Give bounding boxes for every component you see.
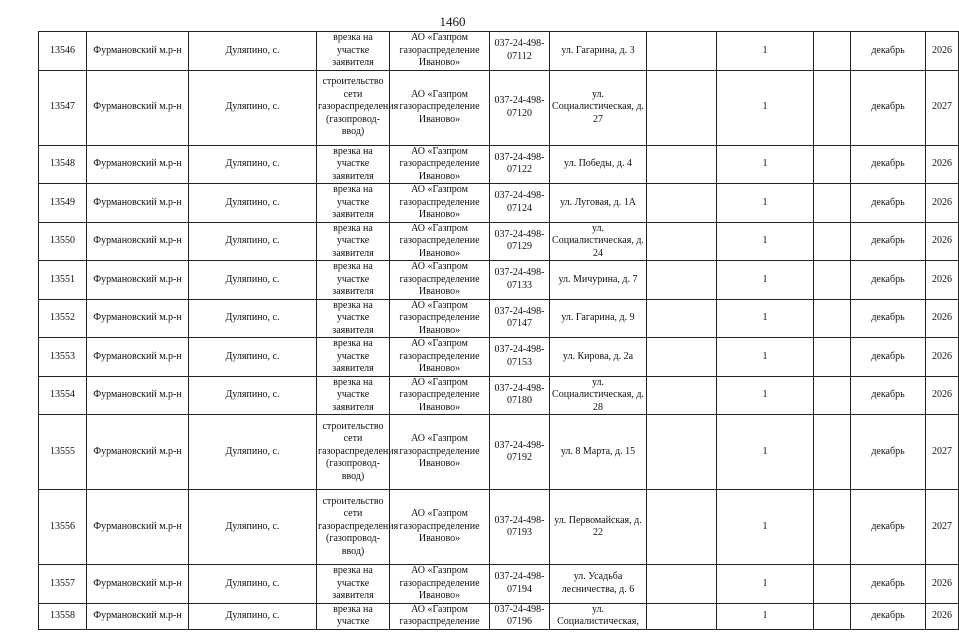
month-cell: декабрь xyxy=(851,32,926,71)
table-row xyxy=(39,222,959,261)
locality-cell: Дуляпино, с. xyxy=(189,70,317,145)
year-cell: 2026 xyxy=(926,376,959,415)
quantity-cell: 1 xyxy=(717,338,814,377)
organization-cell: АО «Газпром газораспределение Иваново» xyxy=(390,261,490,300)
locality-cell: Дуляпино, с. xyxy=(189,145,317,184)
empty-cell xyxy=(814,490,851,565)
year-cell: 2026 xyxy=(926,603,959,629)
locality-cell: Дуляпино, с. xyxy=(189,565,317,604)
code-cell: 037-24-498-07112 xyxy=(490,32,550,71)
month-cell: декабрь xyxy=(851,490,926,565)
locality-cell: Дуляпино, с. xyxy=(189,603,317,629)
address-cell: ул. Социалистическая, xyxy=(550,603,647,629)
page-number: 1460 xyxy=(439,14,466,29)
month-cell: декабрь xyxy=(851,376,926,415)
address-cell: ул. Усадьба лесничества, д. 6 xyxy=(550,565,647,604)
data-table xyxy=(38,31,959,630)
locality-cell: Дуляпино, с. xyxy=(189,415,317,490)
district-cell: Фурмановский м.р-н xyxy=(87,490,189,565)
locality-cell: Дуляпино, с. xyxy=(189,184,317,223)
year-cell: 2027 xyxy=(926,415,959,490)
year-cell: 2026 xyxy=(926,565,959,604)
month-cell: декабрь xyxy=(851,565,926,604)
quantity-cell: 1 xyxy=(717,222,814,261)
month-cell: декабрь xyxy=(851,70,926,145)
year-cell: 2026 xyxy=(926,145,959,184)
code-cell: 037-24-498-07153 xyxy=(490,338,550,377)
quantity-cell: 1 xyxy=(717,415,814,490)
row-number-cell: 13558 xyxy=(39,603,87,629)
month-cell: декабрь xyxy=(851,184,926,223)
address-cell: ул. Гагарина, д. 3 xyxy=(550,32,647,71)
work-type-cell: врезка на участке заявителя xyxy=(317,299,390,338)
quantity-cell: 1 xyxy=(717,299,814,338)
organization-cell: АО «Газпром газораспределение xyxy=(390,603,490,629)
code-cell: 037-24-498-07192 xyxy=(490,415,550,490)
work-type-cell: врезка на участке заявителя xyxy=(317,222,390,261)
district-cell: Фурмановский м.р-н xyxy=(87,415,189,490)
locality-cell: Дуляпино, с. xyxy=(189,490,317,565)
code-cell: 037-24-498-07122 xyxy=(490,145,550,184)
empty-cell xyxy=(647,261,717,300)
empty-cell xyxy=(647,299,717,338)
organization-cell: АО «Газпром газораспределение Иваново» xyxy=(390,222,490,261)
month-cell: декабрь xyxy=(851,261,926,300)
district-cell: Фурмановский м.р-н xyxy=(87,299,189,338)
work-type-cell: врезка на участке xyxy=(317,603,390,629)
year-cell: 2026 xyxy=(926,222,959,261)
address-cell: ул. Первомайская, д. 22 xyxy=(550,490,647,565)
empty-cell xyxy=(647,222,717,261)
empty-cell xyxy=(647,32,717,71)
empty-cell xyxy=(814,376,851,415)
district-cell: Фурмановский м.р-н xyxy=(87,261,189,300)
empty-cell xyxy=(647,184,717,223)
quantity-cell: 1 xyxy=(717,70,814,145)
table-row xyxy=(39,415,959,490)
code-cell: 037-24-498-07196 xyxy=(490,603,550,629)
locality-cell: Дуляпино, с. xyxy=(189,222,317,261)
quantity-cell: 1 xyxy=(717,603,814,629)
month-cell: декабрь xyxy=(851,299,926,338)
empty-cell xyxy=(647,415,717,490)
empty-cell xyxy=(814,70,851,145)
district-cell: Фурмановский м.р-н xyxy=(87,222,189,261)
year-cell: 2027 xyxy=(926,490,959,565)
empty-cell xyxy=(647,70,717,145)
locality-cell: Дуляпино, с. xyxy=(189,338,317,377)
organization-cell: АО «Газпром газораспределение Иваново» xyxy=(390,376,490,415)
address-cell: ул. Луговая, д. 1А xyxy=(550,184,647,223)
address-cell: ул. 8 Марта, д. 15 xyxy=(550,415,647,490)
table-row xyxy=(39,490,959,565)
address-cell: ул. Победы, д. 4 xyxy=(550,145,647,184)
row-number-cell: 13550 xyxy=(39,222,87,261)
code-cell: 037-24-498-07129 xyxy=(490,222,550,261)
district-cell: Фурмановский м.р-н xyxy=(87,565,189,604)
table-row xyxy=(39,70,959,145)
work-type-cell: врезка на участке заявителя xyxy=(317,145,390,184)
quantity-cell: 1 xyxy=(717,145,814,184)
table-row xyxy=(39,32,959,71)
locality-cell: Дуляпино, с. xyxy=(189,261,317,300)
empty-cell xyxy=(647,376,717,415)
code-cell: 037-24-498-07194 xyxy=(490,565,550,604)
address-cell: ул. Социалистическая, д. 27 xyxy=(550,70,647,145)
district-cell: Фурмановский м.р-н xyxy=(87,338,189,377)
address-cell: ул. Социалистическая, д. 24 xyxy=(550,222,647,261)
address-cell: ул. Гагарина, д. 9 xyxy=(550,299,647,338)
year-cell: 2026 xyxy=(926,338,959,377)
empty-cell xyxy=(814,261,851,300)
row-number-cell: 13549 xyxy=(39,184,87,223)
empty-cell xyxy=(814,603,851,629)
month-cell: декабрь xyxy=(851,603,926,629)
quantity-cell: 1 xyxy=(717,565,814,604)
empty-cell xyxy=(814,415,851,490)
row-number-cell: 13546 xyxy=(39,32,87,71)
year-cell: 2026 xyxy=(926,261,959,300)
work-type-cell: врезка на участке заявителя xyxy=(317,261,390,300)
table-row xyxy=(39,603,959,629)
row-number-cell: 13555 xyxy=(39,415,87,490)
code-cell: 037-24-498-07193 xyxy=(490,490,550,565)
empty-cell xyxy=(647,490,717,565)
year-cell: 2026 xyxy=(926,299,959,338)
empty-cell xyxy=(814,184,851,223)
row-number-cell: 13554 xyxy=(39,376,87,415)
district-cell: Фурмановский м.р-н xyxy=(87,376,189,415)
empty-cell xyxy=(814,565,851,604)
row-number-cell: 13547 xyxy=(39,70,87,145)
table-body xyxy=(39,32,959,630)
quantity-cell: 1 xyxy=(717,490,814,565)
code-cell: 037-24-498-07120 xyxy=(490,70,550,145)
work-type-cell: врезка на участке заявителя xyxy=(317,565,390,604)
quantity-cell: 1 xyxy=(717,32,814,71)
organization-cell: АО «Газпром газораспределение Иваново» xyxy=(390,415,490,490)
code-cell: 037-24-498-07147 xyxy=(490,299,550,338)
address-cell: ул. Кирова, д. 2а xyxy=(550,338,647,377)
empty-cell xyxy=(647,145,717,184)
table-row xyxy=(39,565,959,604)
month-cell: декабрь xyxy=(851,415,926,490)
table-row xyxy=(39,338,959,377)
month-cell: декабрь xyxy=(851,145,926,184)
code-cell: 037-24-498-07133 xyxy=(490,261,550,300)
table-row xyxy=(39,376,959,415)
locality-cell: Дуляпино, с. xyxy=(189,376,317,415)
empty-cell xyxy=(814,32,851,71)
organization-cell: АО «Газпром газораспределение Иваново» xyxy=(390,70,490,145)
district-cell: Фурмановский м.р-н xyxy=(87,145,189,184)
empty-cell xyxy=(647,565,717,604)
organization-cell: АО «Газпром газораспределение Иваново» xyxy=(390,145,490,184)
empty-cell xyxy=(814,299,851,338)
work-type-cell: врезка на участке заявителя xyxy=(317,32,390,71)
quantity-cell: 1 xyxy=(717,261,814,300)
address-cell: ул. Мичурина, д. 7 xyxy=(550,261,647,300)
district-cell: Фурмановский м.р-н xyxy=(87,70,189,145)
organization-cell: АО «Газпром газораспределение Иваново» xyxy=(390,184,490,223)
organization-cell: АО «Газпром газораспределение Иваново» xyxy=(390,32,490,71)
district-cell: Фурмановский м.р-н xyxy=(87,32,189,71)
locality-cell: Дуляпино, с. xyxy=(189,299,317,338)
address-cell: ул. Социалистическая, д. 28 xyxy=(550,376,647,415)
code-cell: 037-24-498-07180 xyxy=(490,376,550,415)
month-cell: декабрь xyxy=(851,222,926,261)
table-row xyxy=(39,145,959,184)
table-row xyxy=(39,184,959,223)
work-type-cell: строительство сети газораспределения (газопровод-ввод) xyxy=(317,490,390,565)
district-cell: Фурмановский м.р-н xyxy=(87,603,189,629)
empty-cell xyxy=(814,338,851,377)
row-number-cell: 13553 xyxy=(39,338,87,377)
row-number-cell: 13548 xyxy=(39,145,87,184)
month-cell: декабрь xyxy=(851,338,926,377)
table-row xyxy=(39,261,959,300)
year-cell: 2027 xyxy=(926,70,959,145)
district-cell: Фурмановский м.р-н xyxy=(87,184,189,223)
empty-cell xyxy=(814,145,851,184)
organization-cell: АО «Газпром газораспределение Иваново» xyxy=(390,490,490,565)
table-row xyxy=(39,299,959,338)
work-type-cell: врезка на участке заявителя xyxy=(317,338,390,377)
organization-cell: АО «Газпром газораспределение Иваново» xyxy=(390,338,490,377)
work-type-cell: врезка на участке заявителя xyxy=(317,376,390,415)
row-number-cell: 13557 xyxy=(39,565,87,604)
year-cell: 2026 xyxy=(926,32,959,71)
work-type-cell: строительство сети газораспределения (газопровод-ввод) xyxy=(317,70,390,145)
organization-cell: АО «Газпром газораспределение Иваново» xyxy=(390,565,490,604)
work-type-cell: строительство сети газораспределения (газопровод-ввод) xyxy=(317,415,390,490)
locality-cell: Дуляпино, с. xyxy=(189,32,317,71)
empty-cell xyxy=(647,338,717,377)
quantity-cell: 1 xyxy=(717,184,814,223)
row-number-cell: 13556 xyxy=(39,490,87,565)
empty-cell xyxy=(647,603,717,629)
organization-cell: АО «Газпром газораспределение Иваново» xyxy=(390,299,490,338)
year-cell: 2026 xyxy=(926,184,959,223)
row-number-cell: 13552 xyxy=(39,299,87,338)
empty-cell xyxy=(814,222,851,261)
code-cell: 037-24-498-07124 xyxy=(490,184,550,223)
quantity-cell: 1 xyxy=(717,376,814,415)
row-number-cell: 13551 xyxy=(39,261,87,300)
work-type-cell: врезка на участке заявителя xyxy=(317,184,390,223)
